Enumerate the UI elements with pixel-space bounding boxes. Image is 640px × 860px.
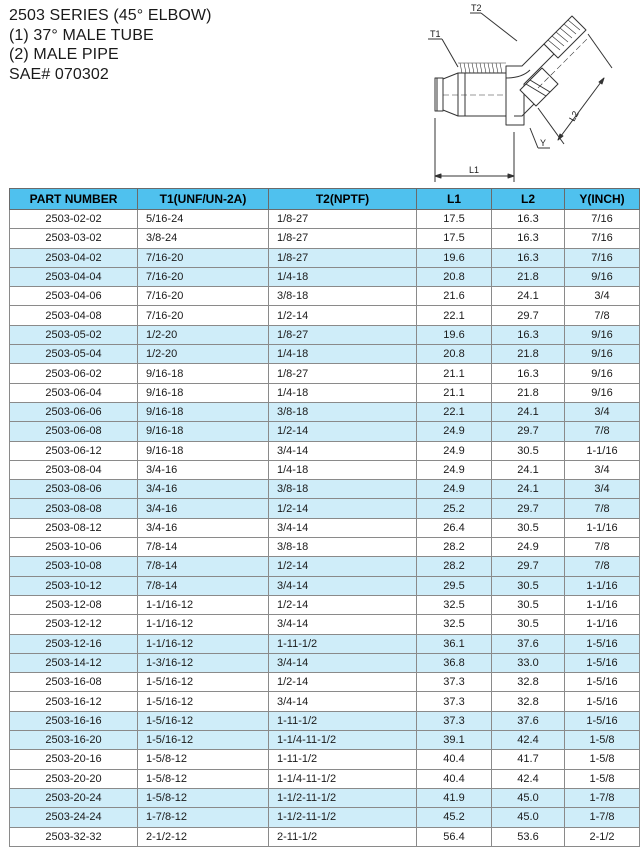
l2-label: L2 [567,109,581,123]
l1-cell: 39.1 [417,731,492,750]
l2-cell: 29.7 [492,499,565,518]
dimension-table [9,188,640,847]
table-row [10,634,640,653]
l2-cell: 30.5 [492,576,565,595]
t1-cell: 3/4-16 [138,499,269,518]
t1-cell: 7/16-20 [138,248,269,267]
y-cell: 1-5/16 [565,634,640,653]
l2-cell: 45.0 [492,808,565,827]
part-number-cell: 2503-12-16 [10,634,138,653]
y-cell: 7/8 [565,538,640,557]
header-t2: T2(NPTF) [269,189,417,210]
table-row [10,422,640,441]
tube-thread [458,63,506,73]
l1-cell: 24.9 [417,422,492,441]
t2-cell: 1/2-14 [269,673,417,692]
part-number-cell: 2503-10-06 [10,538,138,557]
y-cell: 9/16 [565,267,640,286]
table-row [10,595,640,614]
y-cell: 9/16 [565,383,640,402]
t2-cell: 3/4-14 [269,518,417,537]
part-number-cell: 2503-02-02 [10,210,138,229]
y-cell: 1-7/8 [565,808,640,827]
l1-label: L1 [469,165,480,175]
l1-cell: 40.4 [417,750,492,769]
t2-cell: 1/2-14 [269,499,417,518]
t1-cell: 3/8-24 [138,229,269,248]
t1-cell: 1/2-20 [138,345,269,364]
l1-cell: 32.5 [417,595,492,614]
y-cell: 9/16 [565,364,640,383]
table-row [10,267,640,286]
table-row [10,538,640,557]
t2-cell: 1/8-27 [269,229,417,248]
y-cell: 1-1/16 [565,576,640,595]
l2-cell: 16.3 [492,364,565,383]
table-row [10,615,640,634]
part-number-cell: 2503-12-08 [10,595,138,614]
l2-cell: 30.5 [492,595,565,614]
t2-cell: 1/4-18 [269,383,417,402]
t1-cell: 1-7/8-12 [138,808,269,827]
part-number-cell: 2503-04-02 [10,248,138,267]
t1-cell: 3/4-16 [138,480,269,499]
l2-cell: 29.7 [492,422,565,441]
part-number-cell: 2503-20-24 [10,788,138,807]
table-row [10,287,640,306]
part-number-cell: 2503-06-04 [10,383,138,402]
y-cell: 3/4 [565,460,640,479]
t2-cell: 1/4-18 [269,345,417,364]
t1-cell: 7/8-14 [138,576,269,595]
t2-cell: 1-11-1/2 [269,634,417,653]
l1-cell: 36.8 [417,653,492,672]
l2-cell: 21.8 [492,267,565,286]
table-row [10,731,640,750]
part-number-cell: 2503-32-32 [10,827,138,846]
t1-cell: 7/16-20 [138,306,269,325]
t2-cell: 1-11-1/2 [269,750,417,769]
table-row [10,210,640,229]
y-cell: 1-1/16 [565,615,640,634]
t2-cell: 1/4-18 [269,267,417,286]
l2-cell: 24.1 [492,460,565,479]
y-cell: 1-5/16 [565,711,640,730]
l1-cell: 17.5 [417,210,492,229]
y-cell: 1-5/8 [565,731,640,750]
table-row [10,808,640,827]
part-number-cell: 2503-12-12 [10,615,138,634]
part-number-cell: 2503-24-24 [10,808,138,827]
t2-cell: 1-1/4-11-1/2 [269,731,417,750]
l2-cell: 24.1 [492,402,565,421]
t1-cell: 9/16-18 [138,422,269,441]
y-cell: 1-7/8 [565,788,640,807]
header-l1: L1 [417,189,492,210]
part-number-cell: 2503-08-06 [10,480,138,499]
l2-cell: 45.0 [492,788,565,807]
table-row [10,499,640,518]
t1-cell: 9/16-18 [138,383,269,402]
t2-cell: 1-1/2-11-1/2 [269,788,417,807]
t2-label: T2 [471,3,482,13]
part-number-cell: 2503-14-12 [10,653,138,672]
t1-cell: 7/16-20 [138,267,269,286]
header-l2: L2 [492,189,565,210]
l1-cell: 21.6 [417,287,492,306]
series-title: 2503 SERIES (45° ELBOW) [9,7,212,24]
y-cell: 2-1/2 [565,827,640,846]
table-row [10,673,640,692]
header-part-number: PART NUMBER [10,189,138,210]
t2-cell: 3/8-18 [269,287,417,306]
t1-cell: 7/8-14 [138,538,269,557]
t2-cell: 1/2-14 [269,306,417,325]
t1-cell: 3/4-16 [138,518,269,537]
l2-cell: 30.5 [492,518,565,537]
y-cell: 1-5/16 [565,653,640,672]
table-row [10,364,640,383]
table-row [10,402,640,421]
t2-cell: 3/8-18 [269,480,417,499]
l2-cell: 21.8 [492,383,565,402]
l1-cell: 19.6 [417,248,492,267]
l1-cell: 20.8 [417,267,492,286]
header-t1: T1(UNF/UN-2A) [138,189,269,210]
t1-cell: 1-3/16-12 [138,653,269,672]
t1-cell: 1-1/16-12 [138,595,269,614]
t1-label: T1 [430,29,441,39]
l1-cell: 25.2 [417,499,492,518]
t1-cell: 1-5/16-12 [138,731,269,750]
t2-leader [481,13,517,41]
part-number-cell: 2503-05-02 [10,325,138,344]
t1-cell: 7/8-14 [138,557,269,576]
part-number-cell: 2503-08-12 [10,518,138,537]
l1-cell: 28.2 [417,538,492,557]
y-cell: 3/4 [565,402,640,421]
t1-cell: 9/16-18 [138,364,269,383]
l2-cell: 29.7 [492,557,565,576]
t2-cell: 1/2-14 [269,422,417,441]
table-row [10,769,640,788]
table-row [10,229,640,248]
l1-cell: 40.4 [417,769,492,788]
part-number-cell: 2503-04-06 [10,287,138,306]
l1-cell: 28.2 [417,557,492,576]
t2-cell: 3/4-14 [269,441,417,460]
table-row [10,557,640,576]
l2-cell: 16.3 [492,248,565,267]
l2-cell: 24.9 [492,538,565,557]
part-number-cell: 2503-10-08 [10,557,138,576]
l2-cell: 16.3 [492,325,565,344]
y-leader [530,128,538,148]
part-number-cell: 2503-06-06 [10,402,138,421]
t1-cell: 9/16-18 [138,402,269,421]
l2-cell: 24.1 [492,480,565,499]
y-cell: 7/8 [565,422,640,441]
l1-cell: 24.9 [417,460,492,479]
y-cell: 1-1/16 [565,595,640,614]
table-row [10,460,640,479]
l2-cell: 42.4 [492,731,565,750]
y-cell: 7/16 [565,210,640,229]
l2-cell: 32.8 [492,692,565,711]
t1-cell: 1-1/16-12 [138,615,269,634]
l1-cell: 17.5 [417,229,492,248]
l1-cell: 29.5 [417,576,492,595]
table-row [10,345,640,364]
end2-description: (2) MALE PIPE [9,46,119,63]
l1-cell: 21.1 [417,383,492,402]
l2-cell: 32.8 [492,673,565,692]
y-cell: 9/16 [565,345,640,364]
l2-cell: 53.6 [492,827,565,846]
l2-cell: 21.8 [492,345,565,364]
t1-cell: 5/16-24 [138,210,269,229]
t2-cell: 1-1/4-11-1/2 [269,769,417,788]
l1-cell: 36.1 [417,634,492,653]
t1-leader [442,39,458,67]
l1-cell: 37.3 [417,673,492,692]
l2-cell: 29.7 [492,306,565,325]
l1-cell: 22.1 [417,402,492,421]
l1-cell: 45.2 [417,808,492,827]
y-cell: 3/4 [565,287,640,306]
l2-cell: 30.5 [492,441,565,460]
t1-cell: 2-1/2-12 [138,827,269,846]
l2-cell: 42.4 [492,769,565,788]
table-row [10,653,640,672]
t2-cell: 3/8-18 [269,402,417,421]
table-row [10,441,640,460]
t2-cell: 1/2-14 [269,595,417,614]
y-cell: 7/16 [565,229,640,248]
part-number-cell: 2503-06-02 [10,364,138,383]
table-row [10,480,640,499]
y-cell: 7/8 [565,306,640,325]
y-cell: 3/4 [565,480,640,499]
t2-cell: 3/4-14 [269,692,417,711]
l2-cell: 41.7 [492,750,565,769]
t1-cell: 9/16-18 [138,441,269,460]
t1-cell: 1-5/8-12 [138,750,269,769]
t1-cell: 1/2-20 [138,325,269,344]
l2-cell: 37.6 [492,634,565,653]
part-number-cell: 2503-16-12 [10,692,138,711]
header-y: Y(INCH) [565,189,640,210]
y-cell: 1-1/16 [565,518,640,537]
t2-cell: 2-11-1/2 [269,827,417,846]
y-cell: 1-5/16 [565,673,640,692]
l1-cell: 22.1 [417,306,492,325]
table-row [10,692,640,711]
part-number-cell: 2503-06-08 [10,422,138,441]
t2-cell: 3/4-14 [269,615,417,634]
t1-cell: 1-5/16-12 [138,673,269,692]
y-cell: 1-5/8 [565,750,640,769]
l1-cell: 37.3 [417,711,492,730]
l1-cell: 24.9 [417,480,492,499]
l2-cell: 24.1 [492,287,565,306]
t2-cell: 1-1/2-11-1/2 [269,808,417,827]
table-row [10,325,640,344]
t1-cell: 1-5/16-12 [138,692,269,711]
part-number-cell: 2503-16-16 [10,711,138,730]
l1-cell: 32.5 [417,615,492,634]
part-number-cell: 2503-04-04 [10,267,138,286]
t2-cell: 1-11-1/2 [269,711,417,730]
table-body [10,210,640,847]
t1-cell: 3/4-16 [138,460,269,479]
title-block [9,6,212,84]
t1-cell: 1-5/8-12 [138,769,269,788]
y-cell: 1-5/16 [565,692,640,711]
l2-cell: 16.3 [492,229,565,248]
y-cell: 7/8 [565,499,640,518]
table-row [10,576,640,595]
t1-cell: 1-1/16-12 [138,634,269,653]
t2-cell: 1/8-27 [269,210,417,229]
part-number-cell: 2503-05-04 [10,345,138,364]
end1-description: (1) 37° MALE TUBE [9,26,154,44]
table-row [10,827,640,846]
t2-cell: 1/4-18 [269,460,417,479]
part-number-cell: 2503-16-08 [10,673,138,692]
y-cell: 9/16 [565,325,640,344]
t2-cell: 1/8-27 [269,248,417,267]
l1-cell: 21.1 [417,364,492,383]
t1-cell: 7/16-20 [138,287,269,306]
part-number-cell: 2503-06-12 [10,441,138,460]
t2-cell: 1/2-14 [269,557,417,576]
l2-cell: 37.6 [492,711,565,730]
l1-cell: 24.9 [417,441,492,460]
table-row [10,788,640,807]
sae-number: SAE# 070302 [9,65,109,83]
t2-cell: 3/4-14 [269,653,417,672]
t2-cell: 1/8-27 [269,325,417,344]
y-cell: 1-1/16 [565,441,640,460]
part-number-cell: 2503-16-20 [10,731,138,750]
part-number-cell: 2503-20-16 [10,750,138,769]
l1-cell: 41.9 [417,788,492,807]
part-number-cell: 2503-20-20 [10,769,138,788]
table-row [10,711,640,730]
part-number-cell: 2503-08-08 [10,499,138,518]
part-number-cell: 2503-04-08 [10,306,138,325]
table-row [10,518,640,537]
t2-cell: 3/8-18 [269,538,417,557]
l1-cell: 56.4 [417,827,492,846]
tube-end [435,66,506,125]
l1-cell: 26.4 [417,518,492,537]
part-number-cell: 2503-10-12 [10,576,138,595]
l2-cell: 30.5 [492,615,565,634]
t2-cell: 1/8-27 [269,364,417,383]
l1-cell: 37.3 [417,692,492,711]
t1-cell: 1-5/8-12 [138,788,269,807]
y-cell: 1-5/8 [565,769,640,788]
l2-cell: 33.0 [492,653,565,672]
part-number-cell: 2503-03-02 [10,229,138,248]
header-row [10,189,640,210]
y-cell: 7/8 [565,557,640,576]
table-row [10,306,640,325]
l1-cell: 19.6 [417,325,492,344]
t1-cell: 1-5/16-12 [138,711,269,730]
table-row [10,750,640,769]
elbow-fitting-drawing [418,0,618,182]
table-row [10,383,640,402]
l2-cell: 16.3 [492,210,565,229]
table-row [10,248,640,267]
part-number-cell: 2503-08-04 [10,460,138,479]
y-cell: 7/16 [565,248,640,267]
y-label: Y [540,138,547,148]
t2-cell: 3/4-14 [269,576,417,595]
l1-cell: 20.8 [417,345,492,364]
